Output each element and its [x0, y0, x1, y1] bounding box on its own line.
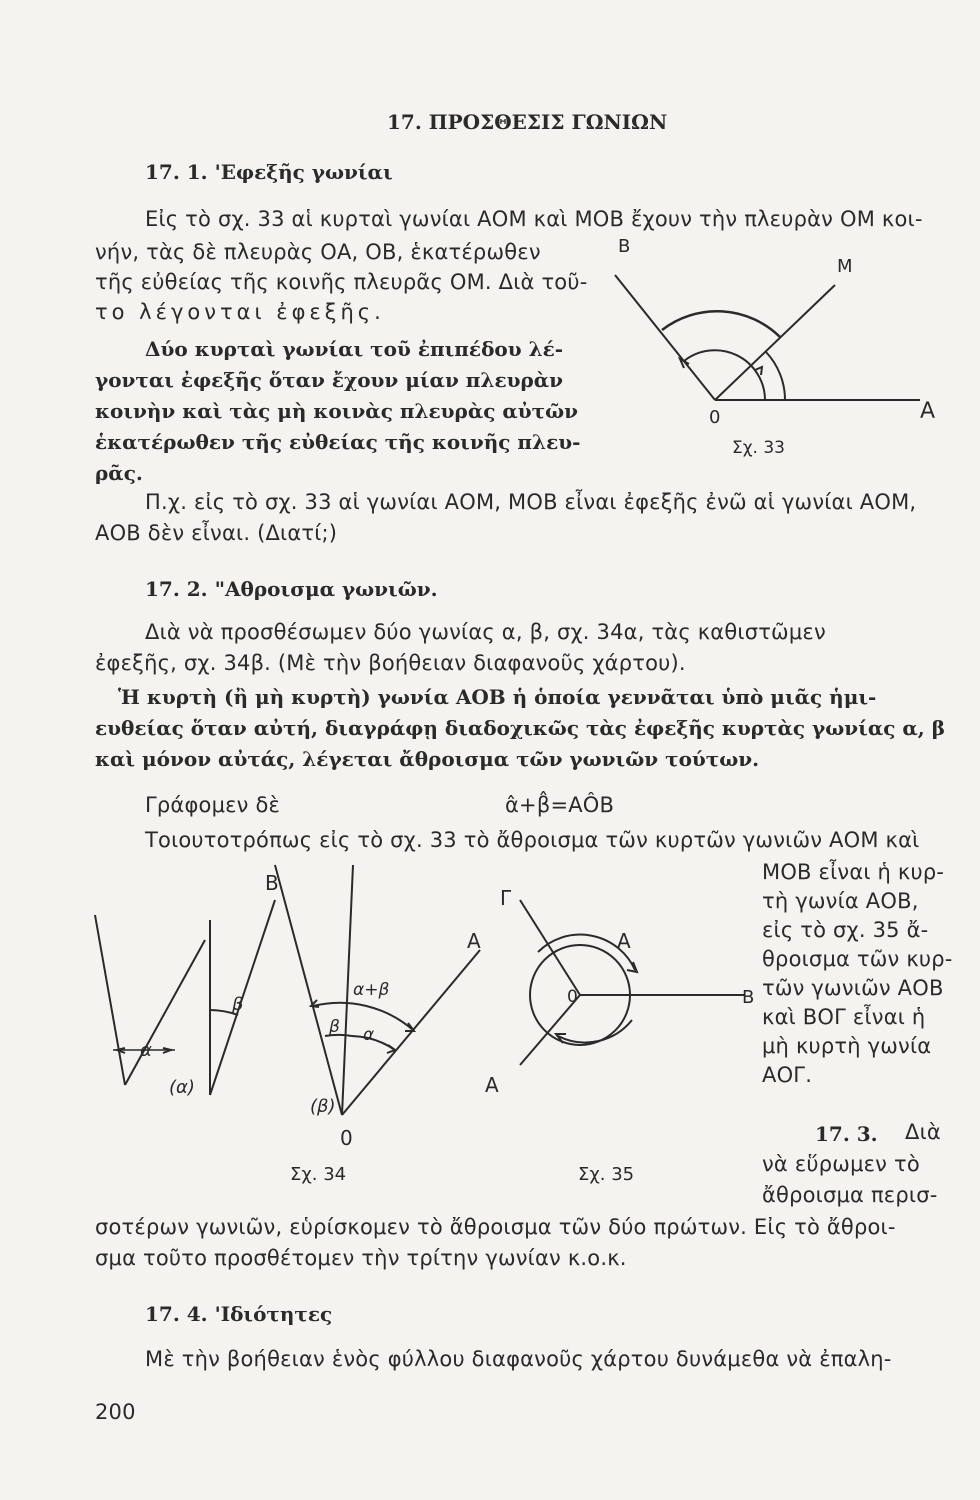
fig34-label-beta: β [232, 994, 244, 1015]
sum-formula: α̂+β̂=ΑÔΒ [505, 793, 615, 817]
fig34-label-alpha: α [140, 1040, 152, 1061]
fig35-label-B: Β [742, 987, 755, 1008]
paragraph-line: σμα τοῦτο προσθέτομεν τὴν τρίτην γωνίαν κ.ο.κ. [95, 1246, 627, 1270]
ray-om [715, 285, 835, 400]
paragraph-line: ἐφεξῆς, σχ. 34β. (Μὲ τὴν βοήθειαν διαφανοῦς χάρτου). [95, 651, 686, 675]
section-heading-17-2: 17. 2. "Αθροισμα γωνιῶν. [145, 577, 438, 601]
section-heading-17-3: 17. 3. [815, 1122, 878, 1146]
figure-35 [480, 880, 770, 1190]
definition-line: ευθείας ὅταν αὐτή, διαγράφῃ διαδοχικῶς τὰς ἐφεξῆς κυρτὰς γωνίας α, β [95, 716, 945, 740]
side-line: νὰ εὕρωμεν τὸ [762, 1152, 920, 1176]
side-line: τῶν γωνιῶν ΑΟΒ [762, 976, 944, 1000]
fig34-label-O: 0 [340, 1126, 353, 1150]
definition-line: γονται ἐφεξῆς ὅταν ἔχουν μίαν πλευρὰν [95, 368, 564, 392]
arc-mob [662, 311, 780, 337]
paragraph-line: Εἰς τὸ σχ. 33 αἱ κυρταὶ γωνίαι ΑΟΜ καὶ ΜΟΒ ἔχουν τὴν πλευρὰν ΟΜ κοι- [145, 207, 923, 231]
paragraph-line: ΑΟΒ δὲν εἶναι. (Διατί;) [95, 521, 338, 545]
paragraph-line: το λέγονται ἐφεξῆς. [95, 300, 385, 324]
fig34-label-b-part: (β) [310, 1096, 336, 1117]
page-header: 17. ΠΡΟΣΘΕΣΙΣ ΓΩΝΙΩΝ [387, 110, 668, 134]
side-line: εἰς τὸ σχ. 35 ἄ- [762, 918, 929, 942]
paragraph-line: Τοιουτοτρόπως εἰς τὸ σχ. 33 τὸ ἄθροισμα τῶν κυρτῶν γωνιῶν ΑΟΜ καὶ [145, 828, 920, 852]
fig34-label-sum: α+β [353, 980, 390, 1000]
definition-line: καὶ μόνον αὐτάς, λέγεται ἄθροισμα τῶν γωνιῶν τούτων. [95, 747, 760, 771]
definition-line: Ἡ κυρτὴ (ἢ μὴ κυρτὴ) γωνία ΑΟΒ ἡ ὁποία γεννᾶται ὑπὸ μιᾶς ἡμι- [118, 685, 877, 709]
definition-line: ρᾶς. [95, 461, 143, 485]
fig35-label-A-bottom: Α [485, 1073, 499, 1097]
section-heading-17-4: 17. 4. 'Ιδιότητες [145, 1302, 333, 1326]
arc-aom [766, 352, 785, 400]
side-line: θροισμα τῶν κυρ- [762, 947, 953, 971]
fig33-label-b: Β [618, 236, 631, 257]
fig33-label-m: Μ [837, 256, 853, 277]
fig35-label-O: 0 [567, 987, 578, 1007]
fig34-label-alpha-b: α [363, 1025, 375, 1045]
fig33-label-a: Α [920, 399, 936, 424]
section-heading-17-1: 17. 1. 'Εφεξῆς γωνίαι [145, 160, 393, 184]
definition-line: Δύο κυρταὶ γωνίαι τοῦ ἐπιπέδου λέ- [145, 337, 564, 361]
figure-33 [600, 230, 950, 470]
fig35-caption: Σχ. 35 [578, 1164, 635, 1185]
side-line: Διὰ [905, 1120, 941, 1144]
definition-line: κοινὴν καὶ τὰς μὴ κοινὰς πλευρὰς αὐτῶν [95, 399, 579, 423]
fig34-caption: Σχ. 34 [290, 1164, 347, 1185]
page-number: 200 [95, 1400, 136, 1424]
fig34-label-a-part: (α) [169, 1077, 195, 1098]
paragraph-line: σοτέρων γωνιῶν, εὑρίσκομεν τὸ ἄθροισμα τῶν δύο πρώτων. Εἰς τὸ ἄθροι- [95, 1215, 896, 1239]
paragraph-line: Διὰ νὰ προσθέσωμεν δύο γωνίας α, β, σχ. 34α, τὰς καθιστῶμεν [145, 620, 826, 644]
side-line: ἄθροισμα περισ- [762, 1183, 938, 1207]
definition-line: ἑκατέρωθεν τῆς εὐθείας τῆς κοινῆς πλευ- [95, 430, 581, 454]
fig35-label-A-top: Α [617, 929, 631, 953]
ray-ob [615, 275, 715, 400]
fig33-caption: Σχ. 33 [732, 438, 786, 458]
fig34-label-beta-b: β [329, 1017, 340, 1037]
paragraph-line: Μὲ τὴν βοήθειαν ἑνὸς φύλλου διαφανοῦς χάρτου δυνάμεθα νὰ ἐπαλη- [145, 1347, 892, 1371]
figure-34 [85, 860, 505, 1190]
fig34-label-B: Β [265, 871, 279, 895]
side-line: ΑΟΓ. [762, 1063, 813, 1087]
paragraph-line: νήν, τὰς δὲ πλευρὰς ΟΑ, ΟΒ, ἑκατέρωθεν [95, 240, 541, 264]
write-label: Γράφομεν δὲ [145, 793, 281, 817]
fig35-label-gamma: Γ [500, 886, 512, 910]
side-line: μὴ κυρτὴ γωνία [762, 1034, 932, 1058]
paragraph-line: Π.χ. εἰς τὸ σχ. 33 αἱ γωνίαι ΑΟΜ, ΜΟΒ εἶναι ἐφεξῆς ἐνῶ αἱ γωνίαι ΑΟΜ, [145, 490, 917, 514]
side-line: τὴ γωνία ΑΟΒ, [762, 889, 919, 913]
paragraph-line: τῆς εὐθείας τῆς κοινῆς πλευρᾶς ΟΜ. Διὰ τοῦ- [95, 270, 588, 294]
side-line: καὶ ΒΟΓ εἶναι ἡ [762, 1005, 926, 1029]
fig34-label-A: Α [467, 929, 481, 953]
side-line: ΜΟΒ εἶναι ἡ κυρ- [762, 860, 945, 884]
fig33-label-o: 0 [709, 407, 721, 428]
